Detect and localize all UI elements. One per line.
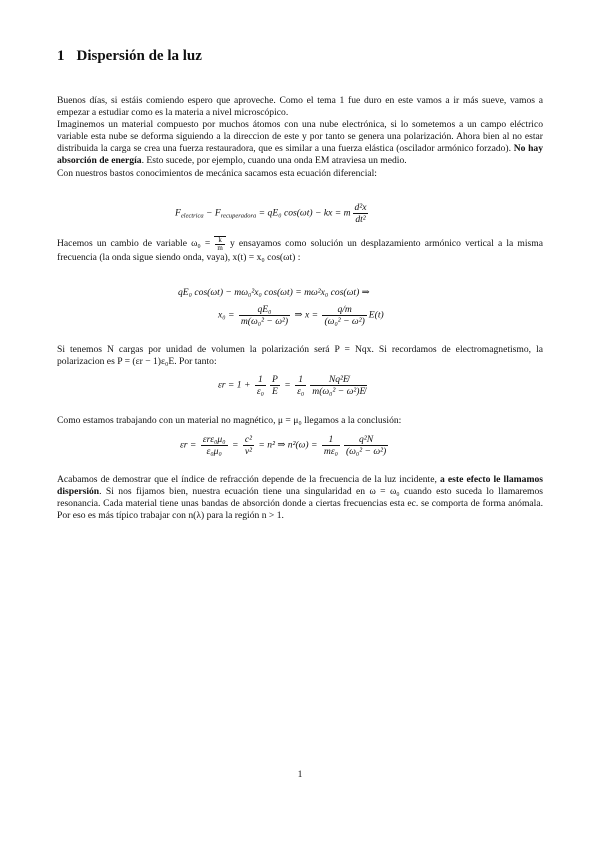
equation-permittivity: εr = 1 + $\frac{1}{\text{ε₀}}$ $\frac{P}{E}$ = $\frac{1}{\text{ε₀}}$ $\frac{\text{Nq²E̸}}{\text{m(ω₀² − ω²)E̸}}$: [218, 374, 366, 397]
page-number: 1: [297, 769, 303, 780]
equation-refractive-index: εr = $\frac{\text{εrε₀μ₀}}{\text{ε₀μ₀}}$ = $\frac{\text{c²}}{\text{v²}}$ = n² ⇒ n²(ω) = $\frac{1}{\text{mε₀}}$ $\frac{\text{q²N}}{\text{(ω₀² − ω²)}}$: [180, 434, 387, 457]
paragraph-variable-change: Hacemos un cambio de variable ω₀ = $\frac{k}{m}$ y ensayamos como solución un desplazamiento armónico vertical a la misma frecuencia (la onda sigue siendo onda, vaya), x(t) = x₀ cos(ωt) :: [57, 236, 543, 263]
paragraph-nonmagnetic: Como estamos trabajando con un material no magnético, μ = μ₀ llegamos a la conclusión:: [57, 415, 402, 426]
equation-solution: x₀ = $\frac{\text{qE₀}}{\text{m(ω₀² − ω²)}}$ ⇒ x = $\frac{q/m}{\text{(ω₀² − ω²)}}$ E(t): [218, 304, 384, 327]
dispersion-bold: a este efecto le llamamos dispersión: [57, 474, 543, 498]
intro-model: Imaginemos un material compuesto por muchos átomos con una nube electrónica, si lo sometemos a un campo eléctrico variable esta nube se deforma siguiendo a la direccion de este y por tanto se genera una polarización. Ahora bien al no estar distribuida la carga se crea una fuerza restauradora, que es similar a una fuerza elástica (oscilador armónico forzado).: [57, 119, 543, 155]
intro-example: . Esto sucede, por ejemplo, cuando una onda EM atraviesa un medio.: [141, 155, 407, 167]
paragraph-intro: [57, 95, 543, 180]
section-heading: [57, 48, 202, 65]
intro-diffeq: Con nuestros bastos conocimientos de mecánica sacamos esta ecuación diferencial:: [57, 167, 377, 179]
section-number: 1: [57, 48, 65, 64]
paragraph-conclusion: Acabamos de demostrar que el índice de refracción depende de la frecuencia de la luz incidente, a este efecto le llamamos dispersión. Si nos fijamos bien, nuestra ecuación tiene una singularidad en ω = ω₀ cuando esto suceda lo llamaremos resonancia. Cada material tiene unas bandas de absorción donde a ciertas frecuencias esta ec. se comporta de forma anómala. Por eso es más típico trabajar con n(λ) para la región n > 1.: [57, 474, 543, 522]
section-title: Dispersión de la luz: [76, 48, 202, 64]
equation-motion: qE₀ cos(ωt) − mω₀²x₀ cos(ωt) = mω²x₀ cos(ωt) ⇒: [178, 287, 370, 298]
intro-bold: No hay absorción de energía: [57, 143, 543, 167]
paragraph-polarization: Si tenemos N cargas por unidad de volumen la polarización será P = Nqx. Si recordamos de electromagnetismo, la polarizacion es P = (εr − 1)ε₀E. Por tanto:: [57, 344, 543, 368]
intro-greeting: Buenos días, si estáis comiendo espero que aproveche. Como el tema 1 fue duro en este vamos a ir más sueve, vamos a empezar a estudiar como es la materia a nivel microscópico.: [57, 95, 543, 119]
equation-force: $F_{electrica} - F_{recuperadora} = qE_0$ cos(ωt) − kx = m $\frac{\text{d²x}}{\text{dt²}}$: [175, 202, 367, 225]
